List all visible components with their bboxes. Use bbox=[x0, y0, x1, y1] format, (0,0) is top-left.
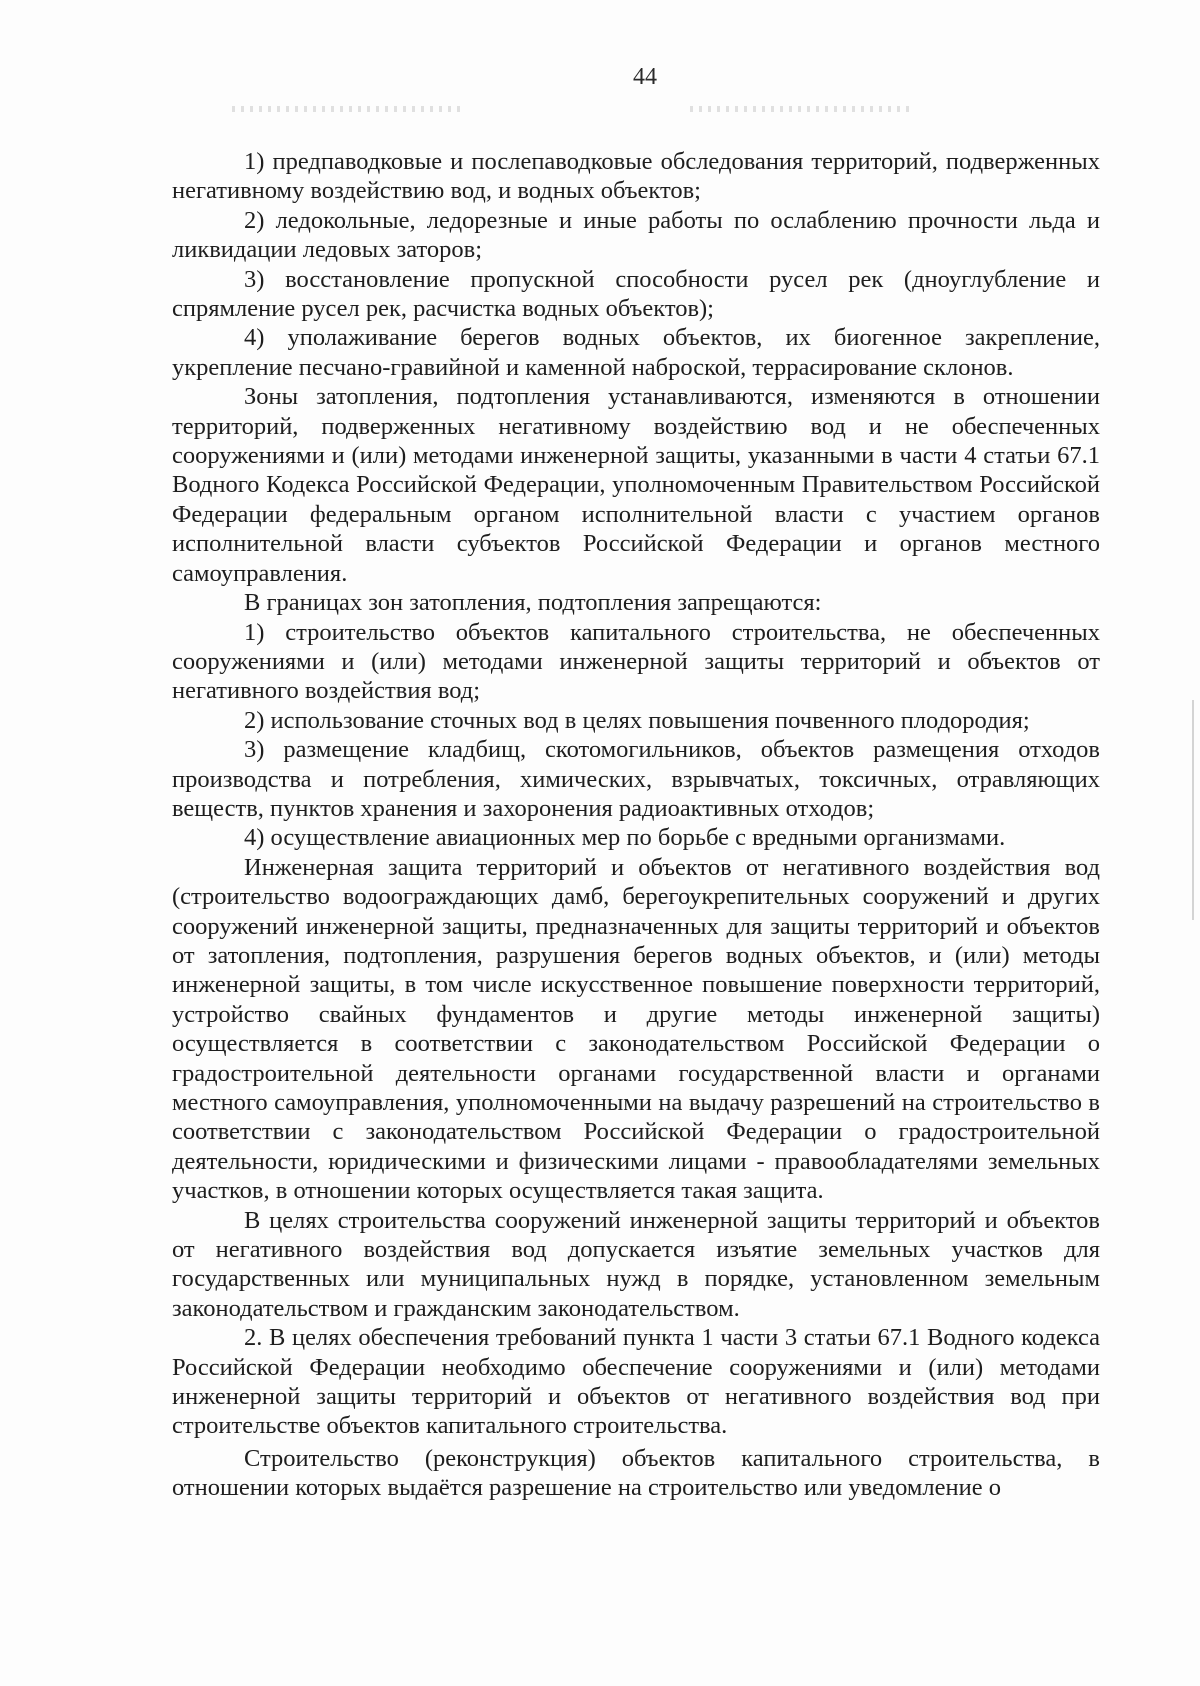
paragraph: 2. В целях обеспечения требований пункта 1 части 3 статьи 67.1 Водного кодекса Российской Федерации необходимо обеспечение сооружениями и (или) методами инженерной защиты территорий и объектов от негативного воздействия вод при строительстве объектов капитального строительства. bbox=[172, 1324, 1100, 1440]
paragraph: Инженерная защита территорий и объектов от негативного воздействия вод (строительство водоограждающих дамб, берегоукрепительных сооружений и других сооружений инженерной защиты, предназначенных для защиты территорий и объектов от затопления, подтопления, разрушения берегов водных объектов, и (или) методы инженерной защиты, в том числе искусственное повышение поверхности территорий, устройство свайных фундаментов и другие методы инженерной защиты) осуществляется в соответствии с законодательством Российской Федерации о градостроительной деятельности органами государственной власти и органами местного самоуправления, уполномоченными на выдачу разрешений на строительство в соответствии с законодательством Российской Федерации о градостроительной деятельности, юридическими и физическими лицами - правообладателями земельных участков, в отношении которых осуществляется такая защита. bbox=[172, 853, 1100, 1205]
paragraph: 3) размещение кладбищ, скотомогильников, объектов размещения отходов производства и потребления, химических, взрывчатых, токсичных, отравляющих веществ, пунктов хранения и захоронения радиоактивных отходов; bbox=[172, 736, 1100, 822]
paragraph: 1) предпаводковые и послепаводковые обследования территорий, подверженных негативному воздействию вод, и водных объектов; bbox=[172, 148, 1100, 205]
paragraph: Строительство (реконструкция) объектов капитального строительства, в отношении которых выдаётся разрешение на строительство или уведомление о bbox=[172, 1444, 1100, 1502]
paragraph: 2) ледокольные, ледорезные и иные работы по ослаблению прочности льда и ликвидации ледовых заторов; bbox=[172, 206, 1100, 264]
paragraph: 3) восстановление пропускной способности русел рек (дноуглубление и спрямление русел рек, расчистка водных объектов); bbox=[172, 265, 1100, 323]
paragraph: 2) использование сточных вод в целях повышения почвенного плодородия; bbox=[244, 706, 1030, 734]
scan-artifact-left bbox=[232, 106, 462, 112]
paragraph: Зоны затопления, подтопления устанавливаются, изменяются в отношении территорий, подверженных негативному воздействию вод и не обеспеченных сооружениями и (или) методами инженерной защиты, указанными в части 4 статьи 67.1 Водного Кодекса Российской Федерации, уполномоченным Правительством Российской Федерации федеральным органом исполнительной власти с участием органов исполнительной власти субъектов Российской Федерации и органов местного самоуправления. bbox=[172, 383, 1100, 587]
paragraph: 4) уполаживание берегов водных объектов, их биогенное закрепление, укрепление песчано-гравийной и каменной наброской, террасирование склонов. bbox=[172, 324, 1100, 381]
paragraph: 1) строительство объектов капитального строительства, не обеспеченных сооружениями и (или) методами инженерной защиты территорий и объектов от негативного воздействия вод; bbox=[172, 618, 1100, 705]
paragraph: В целях строительства сооружений инженерной защиты территорий и объектов от негативного воздействия вод допускается изъятие земельных участков для государственных или муниципальных нужд в порядке, установленном земельным законодательством и гражданским законодательством. bbox=[172, 1206, 1100, 1322]
paragraph: 4) осуществление авиационных мер по борьбе с вредными организмами. bbox=[244, 824, 1006, 852]
scan-artifact-right bbox=[690, 106, 910, 112]
paragraph: В границах зон затопления, подтопления запрещаются: bbox=[244, 589, 822, 617]
page-number: 44 bbox=[633, 64, 657, 90]
document-body bbox=[172, 147, 1100, 1503]
scan-edge-mark bbox=[1192, 700, 1194, 920]
